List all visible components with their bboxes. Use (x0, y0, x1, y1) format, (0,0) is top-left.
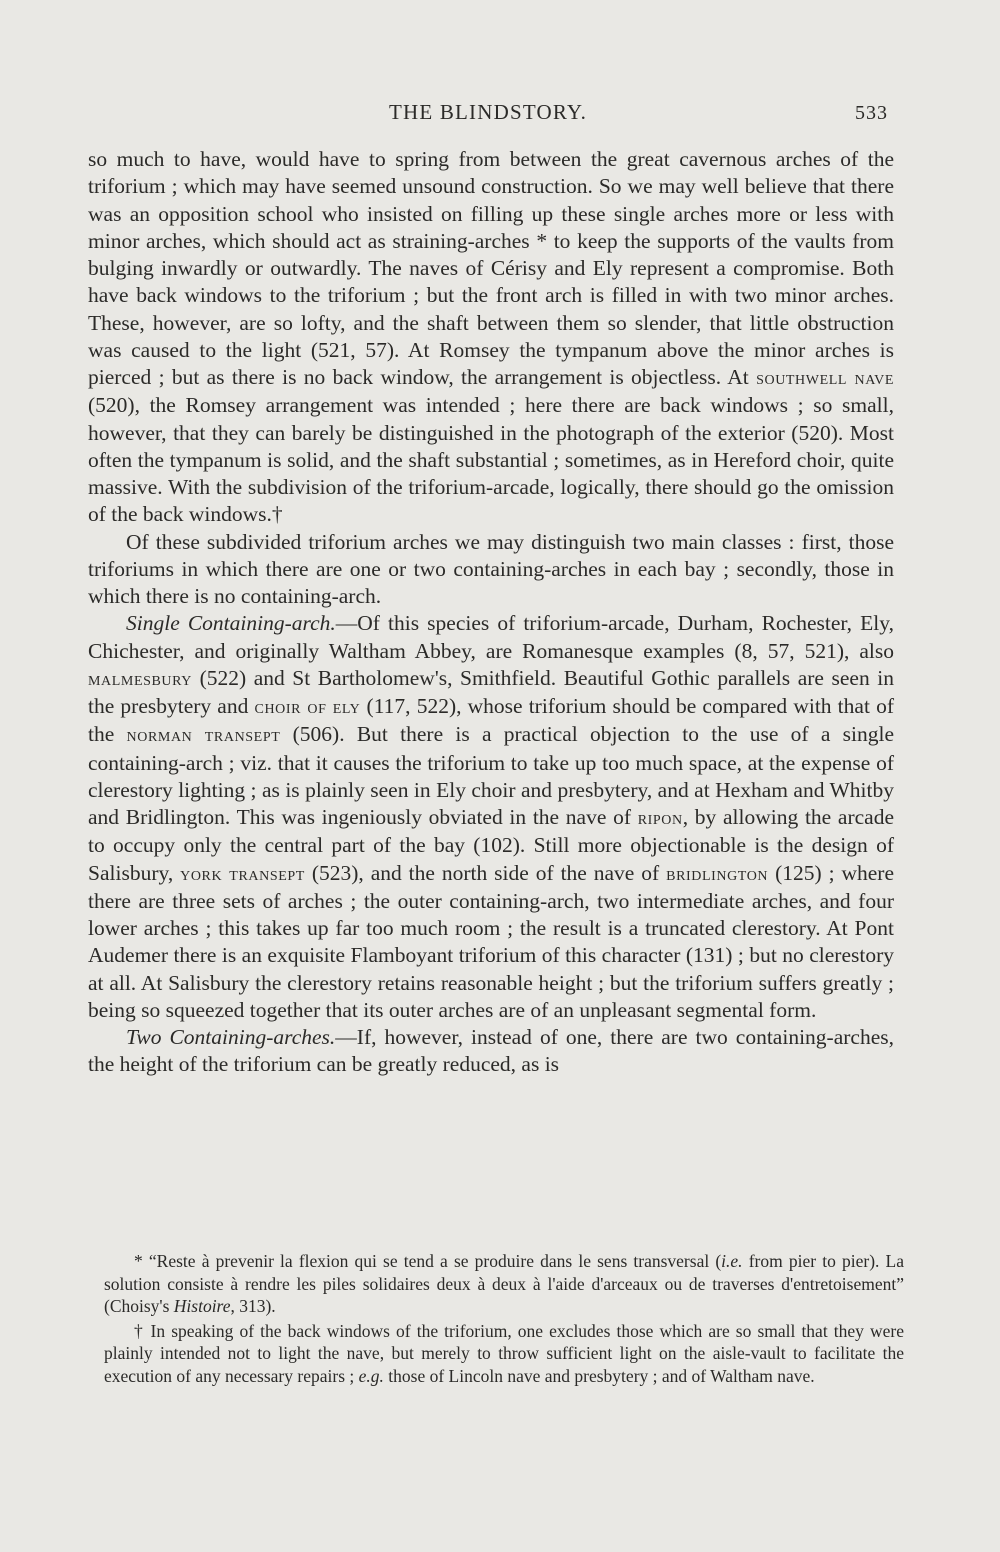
text-run: * “Reste à prevenir la flexion qui se tend a se produire dans le sens transversal ( (134, 1251, 722, 1271)
text-run: , 313). (230, 1296, 276, 1317)
small-caps-reference: southwell nave (756, 367, 894, 389)
small-caps-reference: ripon (637, 807, 683, 829)
text-run: (522) and St Bartholomew's, Smithfield. Beautiful Gothic parallels are seen in the presbytery and (88, 665, 894, 718)
cited-title: Histoire (173, 1296, 231, 1317)
text-run: (506). But there is a practical objection to the use of a single containing-arch ; viz. that it causes the triforium to take up too much space, at the expense of clerestory lighting ; as is plainly seen in Ely choir and presbytery, and at Hexham and Whitby and Bridlington. This was ingeniously obviated in the nave of (88, 722, 894, 829)
paragraph-1 (88, 146, 894, 529)
small-caps-reference: york transept (180, 862, 305, 885)
italic-abbreviation: i.e. (721, 1251, 743, 1271)
running-title: THE BLINDSTORY. (388, 100, 588, 124)
paragraph-2: Of these subdivided triforium arches we may distinguish two main classes : first, those triforiums in which there are one or two containing-arches in each bay ; secondly, those in which there is no containing-arch. (88, 529, 894, 608)
italic-abbreviation: e.g. (358, 1365, 384, 1386)
text-run: those of Lincoln nave and presbytery ; and of Waltham nave. (383, 1365, 815, 1386)
text-run: (117, 522), whose triforium should be compared with that of the (88, 694, 894, 747)
footnotes (104, 1250, 904, 1390)
body-text (88, 146, 894, 1079)
paragraph-3 (88, 610, 894, 1024)
section-heading-italic: Two Containing-arches. (126, 1025, 336, 1049)
text-run: —Of this species of triforium-arcade, Durham, Rochester, Ely, Chichester, and originally Waltham Abbey, are Romanesque examples (8, 57, 521), also (88, 611, 894, 663)
text-run: (125) ; where there are three sets of arches ; the outer containing-arch, two intermediate arches, and four lower arches ; this takes up far too much room ; the result is a truncated clerestory. At Pont Audemer there is an exquisite Flamboyant triforium of this character (131) ; but no clerestory at all. At Salisbury the clerestory retains reasonable height ; but the triforium suffers greatly ; being so squeezed together that its outer arches are of an unpleasant segmental form. (88, 860, 894, 1022)
footnote-asterisk (104, 1250, 904, 1318)
text-run: (520), the Romsey arrangement was intended ; here there are back windows ; so small, however, that they can barely be distinguished in the photograph of the exterior (520). Most often the tympanum is solid, and the shaft substantial ; sometimes, as in Hereford choir, quite massive. With the subdivision of the triforium-arcade, logically, there should go the omission of the back windows.† (88, 393, 894, 527)
text-run: , by allowing the arcade to occupy only the central part of the bay (102). Still more objectionable is the design of Salisbury, (88, 805, 894, 885)
small-caps-reference: choir of ely (254, 696, 361, 718)
text-run: —If, however, instead of one, there are two containing-arches, the height of the triforium can be greatly reduced, as is (88, 1025, 894, 1077)
text-run: so much to have, would have to spring from between the great cavernous arches of the triforium ; which may have seemed unsound construction. So we may well believe that there was an opposition school who insisted on filling up these single arches more or less with minor arches, which should act as straining-arches * to keep the supports of the vaults from bulging inwardly or outwardly. The naves of Cérisy and Ely represent a compromise. Both have back windows to the triforium ; but the front arch is filled in with two minor arches. These, however, are so lofty, and the shaft between them so slender, that little obstruction was caused to the light (521, 57). At Romsey the tympanum above the minor arches is pierced ; but as there is no back window, the arrangement is objectless. At (88, 147, 894, 389)
small-caps-reference: malmesbury (88, 667, 193, 690)
section-heading-italic: Single Containing-arch. (126, 611, 336, 636)
paragraph-4 (88, 1024, 894, 1079)
footnote-dagger (104, 1320, 904, 1388)
page-header (88, 100, 888, 130)
text-run: † In speaking of the back windows of the triforium, one excludes those which are so small that they were plainly intended not to light the nave, but merely to throw sufficient light on the aisle-vault to facilitate the execution of any necessary repairs ; (104, 1320, 904, 1386)
text-run: from pier to pier). La solution consiste à rendre les piles solidaires deux à deux à l'aide d'arceaux ou de traverses d'entretoisement” (Choisy's (104, 1251, 904, 1317)
small-caps-reference: norman transept (126, 724, 281, 747)
small-caps-reference: bridlington (666, 862, 769, 885)
text-run: (523), and the north side of the nave of (304, 860, 667, 885)
page-number: 533 (855, 102, 888, 124)
